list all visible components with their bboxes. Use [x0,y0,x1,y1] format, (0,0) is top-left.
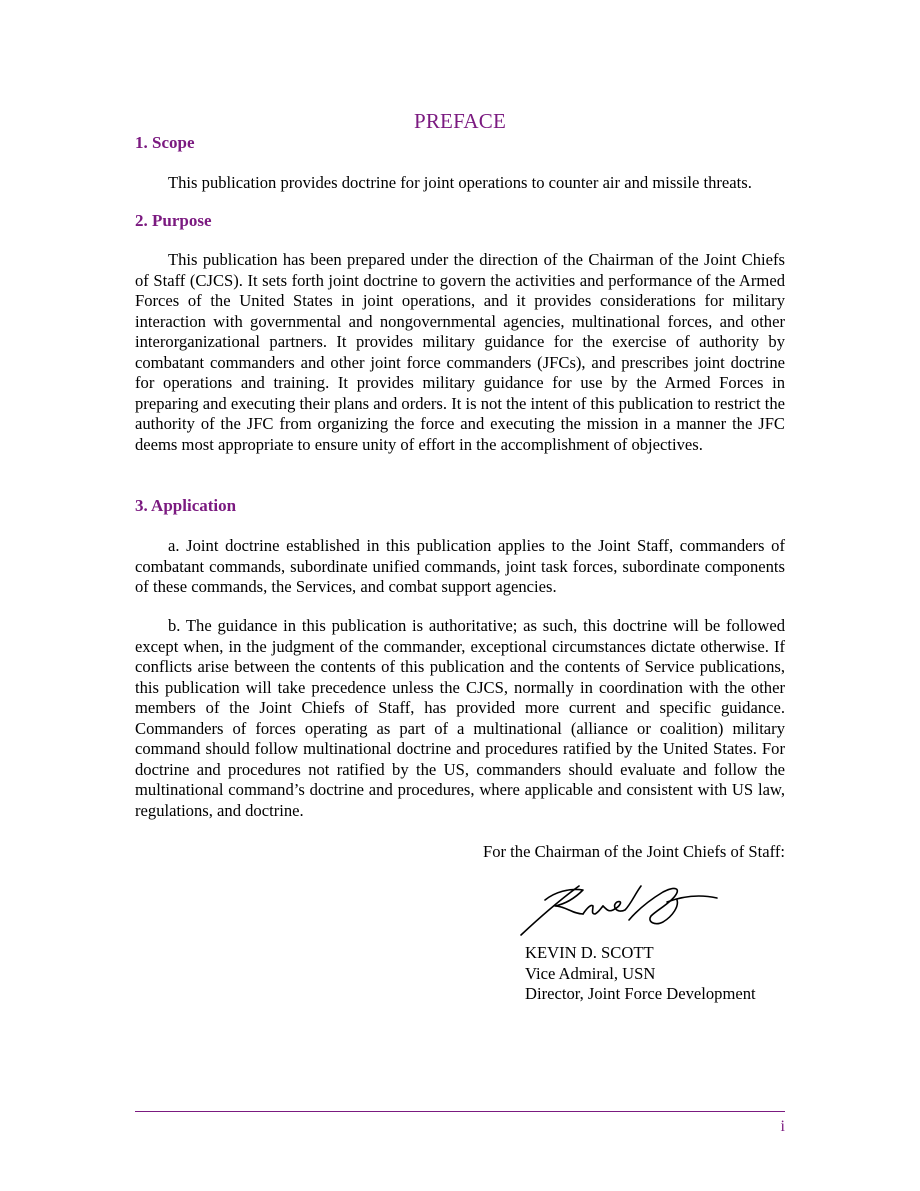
application-paragraph-b: b. The guidance in this publication is authoritative; as such, this doctrine will be followed except when, in the judgment of the commander, exceptional circumstances dictate otherwise. If conflicts arise between the contents of this publication and the contents of Service publications, this publication will take precedence unless the CJCS, normally in coordination with the other members of the Joint Chiefs of Staff, has provided more current and specific guidance. Commanders of forces operating as part of a multinational (alliance or coalition) military command should follow multinational doctrine and procedures ratified by the United States. For doctrine and procedures not ratified by the US, commanders should evaluate and follow the multinational command’s doctrine and procedures, where applicable and consistent with US law, regulations, and doctrine. [135,616,785,820]
purpose-paragraph: This publication has been prepared under the direction of the Chairman of the Joint Chiefs of Staff (CJCS). It sets forth joint doctrine to govern the activities and performance of the Armed Forces of the United States in joint operations, and it provides considerations for military interaction with governmental and nongovernmental agencies, multinational forces, and other interorganizational partners. It provides military guidance for the exercise of authority by combatant commanders and other joint force commanders (JFCs), and prescribes joint doctrine for operations and training. It provides military guidance for use by the Armed Forces in preparing and executing their plans and orders. It is not the intent of this publication to restrict the authority of the JFC from organizing the force and executing the mission in a manner the JFC deems most appropriate to ensure unity of effort in the accomplishment of objectives. [135,250,785,454]
section-heading-scope: 1. Scope [135,133,195,152]
signer-rank: Vice Admiral, USN [525,963,656,983]
page-title: PREFACE [413,109,507,133]
signer-name: KEVIN D. SCOTT [525,943,654,962]
signer-position: Director, Joint Force Development [525,984,756,1003]
footer-divider [135,1111,785,1112]
scope-paragraph: This publication provides doctrine for joint operations to counter air and missile threats. [168,173,752,192]
signoff-line: For the Chairman of the Joint Chiefs of Staff: [482,842,785,861]
section-heading-purpose: 2. Purpose [135,211,212,230]
signature-image [517,880,727,942]
signer-block [525,943,756,1005]
page-number: i [780,1118,785,1135]
section-heading-application: 3. Application [135,496,237,515]
application-paragraph-a: a. Joint doctrine established in this publication applies to the Joint Staff, commanders of combatant commands, subordinate unified commands, joint task forces, subordinate components of these commands, the Services, and combat support agencies. [135,536,785,596]
